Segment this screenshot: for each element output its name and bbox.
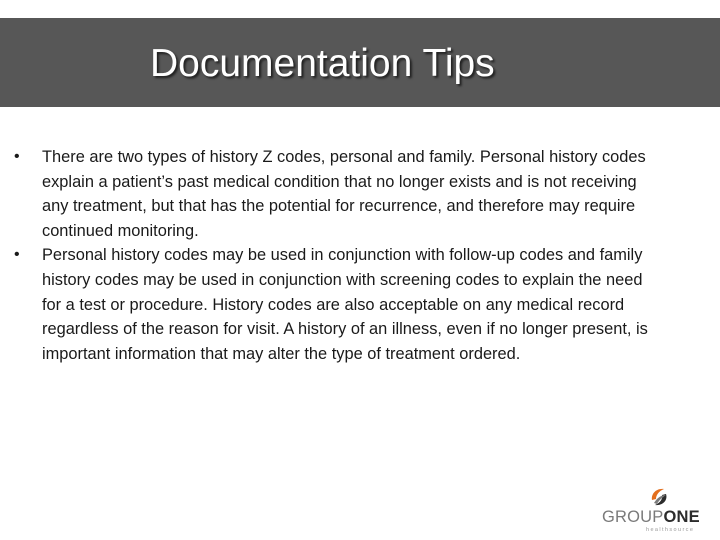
logo-word-one: ONE bbox=[663, 508, 700, 526]
bullet-list bbox=[14, 145, 654, 366]
bullet-text: Personal history codes may be used in conjunction with follow-up codes and family history codes may be used in conjunction with screening codes to explain the need for a test or procedure. History codes are also acceptable on any medical record regardless of the reason for visit. A history of an illness, even if no longer present, is important information that may alter the type of treatment ordered. bbox=[42, 246, 648, 363]
bullet-item bbox=[14, 145, 654, 243]
logo-wordmark bbox=[602, 508, 700, 526]
bullet-item bbox=[14, 243, 654, 366]
bullet-text: There are two types of history Z codes, personal and family. Personal history codes explain a patient’s past medical condition that no longer exists and is not receiving any treatment, but that has the potential for recurrence, and therefore may require continued monitoring. bbox=[42, 148, 646, 240]
logo-tagline: healthsource bbox=[646, 527, 695, 533]
bullet-marker: • bbox=[14, 148, 20, 165]
group-one-swirl-icon bbox=[648, 486, 670, 508]
bullet-marker: • bbox=[14, 246, 20, 264]
logo-word-group: GROUP bbox=[602, 508, 664, 526]
slide-title: Documentation Tips bbox=[150, 42, 495, 85]
group-one-logo bbox=[600, 486, 716, 534]
